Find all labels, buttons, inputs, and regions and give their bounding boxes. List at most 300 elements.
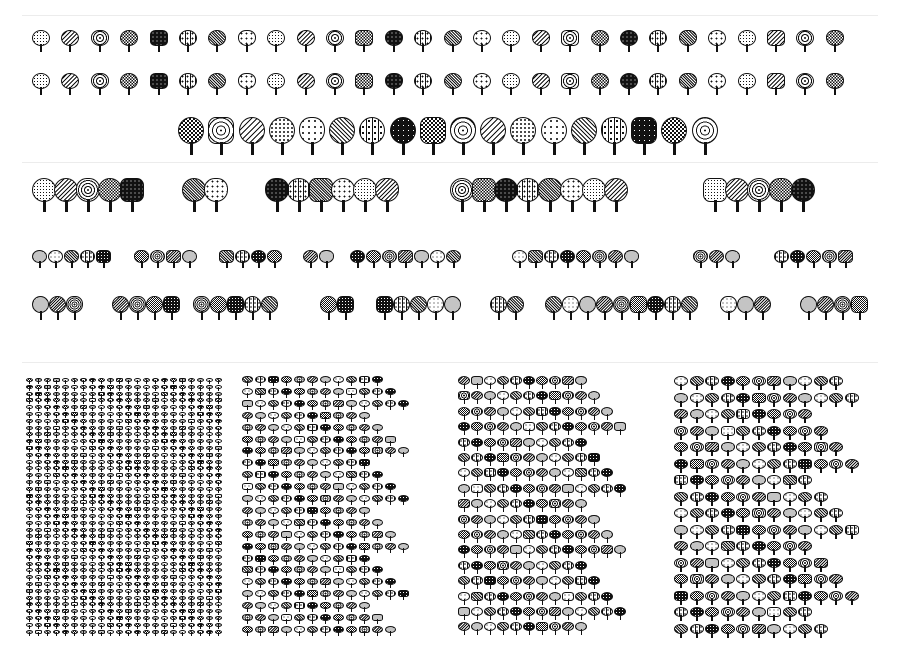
tree-trunk-icon bbox=[173, 468, 174, 472]
tree-trunk-icon bbox=[191, 455, 192, 459]
tree-trunk-icon bbox=[742, 582, 744, 588]
tree-trunk-icon bbox=[200, 536, 201, 540]
tree-trunk-icon bbox=[312, 476, 313, 481]
tree-trunk-icon bbox=[110, 414, 111, 418]
tree-glyph-icon bbox=[307, 388, 318, 398]
tree-trunk-icon bbox=[568, 629, 569, 635]
tree-glyph-icon bbox=[62, 541, 69, 547]
tree-trunk-icon bbox=[55, 261, 57, 268]
tree-trunk-icon bbox=[218, 523, 219, 527]
tree-glyph-icon bbox=[116, 412, 123, 418]
tree-trunk-icon bbox=[503, 383, 504, 389]
tree-glyph-icon bbox=[458, 622, 470, 635]
tree-trunk-icon bbox=[38, 536, 39, 540]
tree-trunk-icon bbox=[209, 455, 210, 459]
tree-glyph-icon bbox=[80, 453, 87, 459]
specimen-panel-4 bbox=[674, 376, 864, 638]
tree-glyph-icon bbox=[783, 442, 797, 456]
tree-trunk-icon bbox=[119, 577, 120, 581]
tree-trunk-icon bbox=[711, 384, 713, 390]
tree-glyph-icon bbox=[255, 590, 266, 600]
tree-trunk-icon bbox=[164, 502, 165, 506]
tree-trunk-icon bbox=[364, 631, 365, 636]
tree-glyph-icon bbox=[170, 514, 177, 520]
tree-trunk-icon bbox=[711, 434, 713, 440]
tree-trunk-icon bbox=[773, 615, 775, 621]
tree-trunk-icon bbox=[742, 467, 744, 473]
tree-trunk-icon bbox=[286, 452, 287, 457]
tree-trunk-icon bbox=[477, 398, 478, 404]
tree-glyph-icon bbox=[705, 624, 719, 638]
tree-trunk-icon bbox=[146, 509, 147, 513]
tree-trunk-icon bbox=[727, 632, 729, 638]
tree-trunk-icon bbox=[189, 261, 191, 268]
tree-glyph-icon bbox=[188, 521, 195, 527]
tree-glyph-icon bbox=[44, 385, 51, 391]
tree-glyph-icon bbox=[206, 480, 213, 486]
tree-glyph-icon bbox=[89, 562, 96, 568]
tree-glyph-icon bbox=[510, 499, 522, 512]
tree-trunk-icon bbox=[516, 445, 517, 451]
tree-trunk-icon bbox=[247, 583, 248, 588]
tree-glyph-icon bbox=[798, 541, 812, 555]
tree-glyph-icon bbox=[307, 376, 318, 386]
tree-glyph-icon bbox=[161, 562, 168, 568]
tree-trunk-icon bbox=[47, 598, 48, 602]
tree-trunk-icon bbox=[137, 611, 138, 615]
tree-glyph-icon bbox=[62, 514, 69, 520]
tree-trunk-icon bbox=[773, 450, 775, 456]
tree-trunk-icon bbox=[173, 577, 174, 581]
tree-glyph-icon bbox=[44, 562, 51, 568]
tree-trunk-icon bbox=[119, 536, 120, 540]
tree-glyph-icon bbox=[143, 575, 150, 581]
tree-trunk-icon bbox=[87, 200, 90, 212]
tree-glyph-icon bbox=[170, 385, 177, 391]
tree-glyph-icon bbox=[307, 626, 318, 636]
tree-glyph-icon bbox=[215, 582, 222, 588]
tree-glyph-icon bbox=[197, 541, 204, 547]
tree-trunk-icon bbox=[173, 407, 174, 411]
tree-glyph-icon bbox=[523, 407, 535, 420]
tree-glyph-icon bbox=[281, 471, 292, 481]
tree-glyph-icon bbox=[206, 623, 213, 629]
tree-trunk-icon bbox=[137, 591, 138, 595]
tree-trunk-icon bbox=[101, 516, 102, 520]
tree-trunk-icon bbox=[182, 455, 183, 459]
tree-trunk-icon bbox=[338, 631, 339, 636]
tree-trunk-icon bbox=[29, 496, 30, 500]
tree-trunk-icon bbox=[825, 311, 827, 320]
tree-glyph-icon bbox=[206, 589, 213, 595]
tree-trunk-icon bbox=[38, 455, 39, 459]
tree-trunk-icon bbox=[200, 530, 201, 534]
tree-glyph-icon bbox=[143, 589, 150, 595]
tree-glyph-icon bbox=[89, 419, 96, 425]
tree-glyph-icon bbox=[484, 484, 496, 497]
tree-trunk-icon bbox=[696, 434, 698, 440]
tree-glyph-icon bbox=[134, 500, 141, 506]
tree-trunk-icon bbox=[728, 311, 730, 320]
tree-glyph-icon bbox=[359, 436, 370, 446]
tree-glyph-icon bbox=[188, 480, 195, 486]
tree-glyph-icon bbox=[206, 453, 213, 459]
tree-trunk-icon bbox=[29, 502, 30, 506]
tree-trunk-icon bbox=[38, 632, 39, 636]
tree-glyph-icon bbox=[143, 562, 150, 568]
tree-trunk-icon bbox=[101, 400, 102, 404]
tree-trunk-icon bbox=[273, 595, 274, 600]
tree-glyph-icon bbox=[674, 607, 688, 621]
tree-trunk-icon bbox=[542, 629, 543, 635]
tree-trunk-icon bbox=[173, 482, 174, 486]
tree-glyph-icon bbox=[170, 412, 177, 418]
tree-glyph-icon bbox=[798, 624, 812, 638]
tree-trunk-icon bbox=[390, 631, 391, 636]
tree-trunk-icon bbox=[218, 482, 219, 486]
tree-trunk-icon bbox=[65, 584, 66, 588]
tree-trunk-icon bbox=[516, 522, 517, 528]
tree-trunk-icon bbox=[568, 599, 569, 605]
tree-trunk-icon bbox=[65, 434, 66, 438]
tree-trunk-icon bbox=[200, 441, 201, 445]
tree-trunk-icon bbox=[418, 311, 420, 320]
tree-trunk-icon bbox=[615, 200, 618, 212]
tree-trunk-icon bbox=[164, 570, 165, 574]
tree-trunk-icon bbox=[529, 460, 530, 466]
tree-glyph-icon bbox=[783, 508, 797, 522]
tree-trunk-icon bbox=[29, 618, 30, 622]
tree-trunk-icon bbox=[218, 550, 219, 554]
tree-glyph-icon bbox=[490, 296, 507, 320]
tree-glyph-icon bbox=[372, 400, 383, 410]
tree-trunk-icon bbox=[742, 632, 744, 638]
tree-glyph-icon bbox=[35, 432, 42, 438]
tree-trunk-icon bbox=[155, 523, 156, 527]
tree-glyph-icon bbox=[783, 492, 797, 506]
tree-glyph-icon bbox=[71, 453, 78, 459]
tree-trunk-icon bbox=[65, 496, 66, 500]
tree-glyph-icon bbox=[320, 483, 331, 493]
tree-trunk-icon bbox=[299, 607, 300, 612]
tree-trunk-icon bbox=[758, 516, 760, 522]
tree-glyph-icon bbox=[76, 178, 100, 212]
tree-glyph-icon bbox=[197, 412, 204, 418]
tree-glyph-icon bbox=[53, 575, 60, 581]
tree-trunk-icon bbox=[607, 491, 608, 497]
tree-trunk-icon bbox=[47, 591, 48, 595]
tree-glyph-icon bbox=[510, 453, 522, 466]
tree-trunk-icon bbox=[820, 401, 822, 407]
tree-glyph-icon bbox=[510, 438, 522, 451]
tree-glyph-icon bbox=[353, 178, 377, 212]
tree-trunk-icon bbox=[477, 537, 478, 543]
tree-trunk-icon bbox=[92, 577, 93, 581]
tree-trunk-icon bbox=[38, 570, 39, 574]
tree-trunk-icon bbox=[191, 598, 192, 602]
tree-glyph-icon bbox=[320, 447, 331, 457]
tree-glyph-icon bbox=[783, 624, 797, 638]
tree-glyph-icon bbox=[26, 453, 33, 459]
tree-glyph-icon bbox=[268, 543, 279, 553]
tree-glyph-icon bbox=[197, 378, 204, 384]
tree-trunk-icon bbox=[74, 400, 75, 404]
tree-trunk-icon bbox=[146, 468, 147, 472]
tree-trunk-icon bbox=[29, 441, 30, 445]
tree-trunk-icon bbox=[628, 44, 630, 52]
tree-glyph-icon bbox=[71, 500, 78, 506]
tree-glyph-icon bbox=[179, 487, 186, 493]
tree-glyph-icon bbox=[53, 589, 60, 595]
tree-trunk-icon bbox=[568, 522, 569, 528]
tree-trunk-icon bbox=[92, 482, 93, 486]
tree-glyph-icon bbox=[450, 178, 474, 212]
specimen-panel-2 bbox=[242, 376, 412, 638]
tree-trunk-icon bbox=[164, 475, 165, 479]
tree-trunk-icon bbox=[567, 261, 569, 268]
tree-glyph-icon bbox=[80, 514, 87, 520]
tree-glyph-icon bbox=[178, 117, 204, 155]
tree-trunk-icon bbox=[155, 530, 156, 534]
tree-trunk-icon bbox=[29, 468, 30, 472]
tree-glyph-icon bbox=[44, 500, 51, 506]
tree-trunk-icon bbox=[351, 595, 352, 600]
tree-trunk-icon bbox=[29, 509, 30, 513]
tree-glyph-icon bbox=[471, 407, 483, 420]
tree-trunk-icon bbox=[155, 598, 156, 602]
tree-glyph-icon bbox=[549, 438, 561, 451]
tree-crown-icon bbox=[725, 178, 749, 202]
tree-trunk-icon bbox=[128, 598, 129, 602]
tree-trunk-icon bbox=[758, 599, 760, 605]
tree-trunk-icon bbox=[47, 530, 48, 534]
tree-glyph-icon bbox=[44, 453, 51, 459]
tree-trunk-icon bbox=[200, 407, 201, 411]
tree-trunk-icon bbox=[164, 468, 165, 472]
tree-glyph-icon bbox=[783, 541, 797, 555]
tree-trunk-icon bbox=[555, 414, 556, 420]
tree-glyph-icon bbox=[752, 624, 766, 638]
tree-glyph-icon bbox=[107, 602, 114, 608]
tree-glyph-icon bbox=[333, 626, 344, 636]
tree-trunk-icon bbox=[155, 448, 156, 452]
tree-glyph-icon bbox=[188, 453, 195, 459]
tree-trunk-icon bbox=[275, 87, 277, 95]
tree-trunk-icon bbox=[529, 491, 530, 497]
tree-glyph-icon bbox=[26, 480, 33, 486]
tree-trunk-icon bbox=[312, 560, 313, 565]
tree-glyph-icon bbox=[767, 574, 781, 588]
tree-glyph-icon bbox=[170, 460, 177, 466]
tree-glyph-icon bbox=[255, 400, 266, 410]
tree-glyph-icon bbox=[215, 521, 222, 527]
tree-glyph-icon bbox=[179, 446, 186, 452]
tree-glyph-icon bbox=[26, 602, 33, 608]
tree-glyph-icon bbox=[125, 562, 132, 568]
tree-trunk-icon bbox=[299, 631, 300, 636]
tree-trunk-icon bbox=[542, 599, 543, 605]
tree-trunk-icon bbox=[299, 429, 300, 434]
tree-glyph-icon bbox=[179, 412, 186, 418]
tree-glyph-icon bbox=[450, 117, 476, 155]
tree-trunk-icon bbox=[859, 311, 861, 320]
tree-glyph-icon bbox=[98, 630, 105, 636]
tree-glyph-icon bbox=[62, 412, 69, 418]
tree-glyph-icon bbox=[53, 602, 60, 608]
tree-glyph-icon bbox=[575, 545, 587, 558]
tree-glyph-icon bbox=[206, 568, 213, 574]
tree-trunk-icon bbox=[247, 405, 248, 410]
tree-glyph-icon bbox=[134, 555, 141, 561]
tree-trunk-icon bbox=[804, 434, 806, 440]
tree-glyph-icon bbox=[215, 589, 222, 595]
tree-trunk-icon bbox=[56, 557, 57, 561]
tree-glyph-icon bbox=[674, 409, 688, 423]
tree-glyph-icon bbox=[608, 250, 623, 268]
tree-glyph-icon bbox=[44, 507, 51, 513]
tree-glyph-icon bbox=[783, 376, 797, 390]
tree-glyph-icon bbox=[549, 576, 561, 589]
tree-trunk-icon bbox=[128, 489, 129, 493]
tree-trunk-icon bbox=[29, 632, 30, 636]
tree-glyph-icon bbox=[738, 30, 756, 52]
tree-glyph-icon bbox=[215, 616, 222, 622]
tree-glyph-icon bbox=[333, 400, 344, 410]
tree-trunk-icon bbox=[789, 384, 791, 390]
tree-trunk-icon bbox=[146, 523, 147, 527]
tree-trunk-icon bbox=[835, 384, 837, 390]
tree-glyph-icon bbox=[767, 541, 781, 555]
tree-trunk-icon bbox=[209, 428, 210, 432]
tree-trunk-icon bbox=[56, 570, 57, 574]
tree-trunk-icon bbox=[325, 524, 326, 529]
tree-glyph-icon bbox=[307, 614, 318, 624]
tree-trunk-icon bbox=[173, 394, 174, 398]
section-divider-1 bbox=[22, 162, 878, 163]
tree-trunk-icon bbox=[29, 516, 30, 520]
tree-glyph-icon bbox=[179, 494, 186, 500]
tree-glyph-icon bbox=[244, 296, 261, 320]
tree-glyph-icon bbox=[630, 296, 647, 320]
tree-glyph-icon bbox=[681, 296, 698, 320]
tree-trunk-icon bbox=[260, 536, 261, 541]
tree-trunk-icon bbox=[182, 441, 183, 445]
tree-glyph-icon bbox=[754, 296, 771, 320]
tree-glyph-icon bbox=[188, 446, 195, 452]
tree-trunk-icon bbox=[581, 460, 582, 466]
tree-trunk-icon bbox=[464, 491, 465, 497]
tree-trunk-icon bbox=[38, 380, 39, 384]
tree-trunk-icon bbox=[29, 448, 30, 452]
tree-trunk-icon bbox=[65, 394, 66, 398]
tree-glyph-icon bbox=[44, 466, 51, 472]
tree-trunk-icon bbox=[260, 381, 261, 386]
tree-glyph-icon bbox=[62, 378, 69, 384]
tree-trunk-icon bbox=[758, 417, 760, 423]
tree-glyph-icon bbox=[116, 562, 123, 568]
tree-glyph-icon bbox=[170, 548, 177, 554]
tree-trunk-icon bbox=[65, 523, 66, 527]
tree-trunk-icon bbox=[182, 387, 183, 391]
tree-glyph-icon bbox=[120, 30, 138, 52]
tree-glyph-icon bbox=[798, 393, 812, 407]
tree-glyph-icon bbox=[107, 446, 114, 452]
tree-glyph-icon bbox=[346, 507, 357, 517]
tree-glyph-icon bbox=[575, 576, 587, 589]
tree-glyph-icon bbox=[497, 592, 509, 605]
tree-glyph-icon bbox=[134, 466, 141, 472]
tree-glyph-icon bbox=[255, 424, 266, 434]
tree-trunk-icon bbox=[742, 417, 744, 423]
tree-glyph-icon bbox=[471, 545, 483, 558]
tree-glyph-icon bbox=[320, 543, 331, 553]
tree-trunk-icon bbox=[137, 455, 138, 459]
tree-glyph-icon bbox=[71, 460, 78, 466]
tree-glyph-icon bbox=[125, 521, 132, 527]
tree-trunk-icon bbox=[746, 87, 748, 95]
tree-glyph-icon bbox=[690, 393, 704, 407]
tree-glyph-icon bbox=[80, 473, 87, 479]
tree-glyph-icon bbox=[242, 602, 253, 612]
tree-crown-icon bbox=[208, 117, 234, 144]
tree-trunk-icon bbox=[110, 516, 111, 520]
tree-glyph-icon bbox=[161, 432, 168, 438]
tree-trunk-icon bbox=[146, 618, 147, 622]
tree-glyph-icon bbox=[579, 296, 596, 320]
tree-glyph-icon bbox=[170, 398, 177, 404]
tree-trunk-icon bbox=[325, 536, 326, 541]
tree-trunk-icon bbox=[137, 632, 138, 636]
tree-trunk-icon bbox=[477, 475, 478, 481]
tree-trunk-icon bbox=[74, 434, 75, 438]
tree-glyph-icon bbox=[150, 73, 168, 95]
tree-trunk-icon bbox=[464, 475, 465, 481]
tree-glyph-icon bbox=[179, 521, 186, 527]
tree-glyph-icon bbox=[294, 376, 305, 386]
tree-trunk-icon bbox=[74, 421, 75, 425]
tree-glyph-icon bbox=[182, 178, 206, 212]
tree-trunk-icon bbox=[312, 381, 313, 386]
tree-glyph-icon bbox=[588, 515, 600, 528]
tree-trunk-icon bbox=[477, 460, 478, 466]
tree-glyph-icon bbox=[179, 405, 186, 411]
tree-glyph-icon bbox=[346, 495, 357, 505]
tree-trunk-icon bbox=[47, 414, 48, 418]
tree-glyph-icon bbox=[752, 376, 766, 390]
tree-trunk-icon bbox=[146, 632, 147, 636]
tree-trunk-icon bbox=[607, 599, 608, 605]
tree-trunk-icon bbox=[47, 509, 48, 513]
tree-trunk-icon bbox=[128, 502, 129, 506]
tree-trunk-icon bbox=[137, 421, 138, 425]
tree-trunk-icon bbox=[384, 311, 386, 320]
tree-glyph-icon bbox=[268, 555, 279, 565]
tree-glyph-icon bbox=[705, 475, 719, 489]
tree-glyph-icon bbox=[385, 30, 403, 52]
tree-trunk-icon bbox=[182, 591, 183, 595]
tree-trunk-icon bbox=[119, 509, 120, 513]
tree-trunk-icon bbox=[155, 536, 156, 540]
tree-glyph-icon bbox=[752, 541, 766, 555]
tree-glyph-icon bbox=[575, 422, 587, 435]
tree-glyph-icon bbox=[170, 480, 177, 486]
tree-glyph-icon bbox=[62, 453, 69, 459]
tree-glyph-icon bbox=[197, 596, 204, 602]
tree-trunk-icon bbox=[164, 536, 165, 540]
tree-trunk-icon bbox=[158, 44, 160, 52]
tree-glyph-icon bbox=[705, 525, 719, 539]
tree-glyph-icon bbox=[385, 400, 396, 410]
